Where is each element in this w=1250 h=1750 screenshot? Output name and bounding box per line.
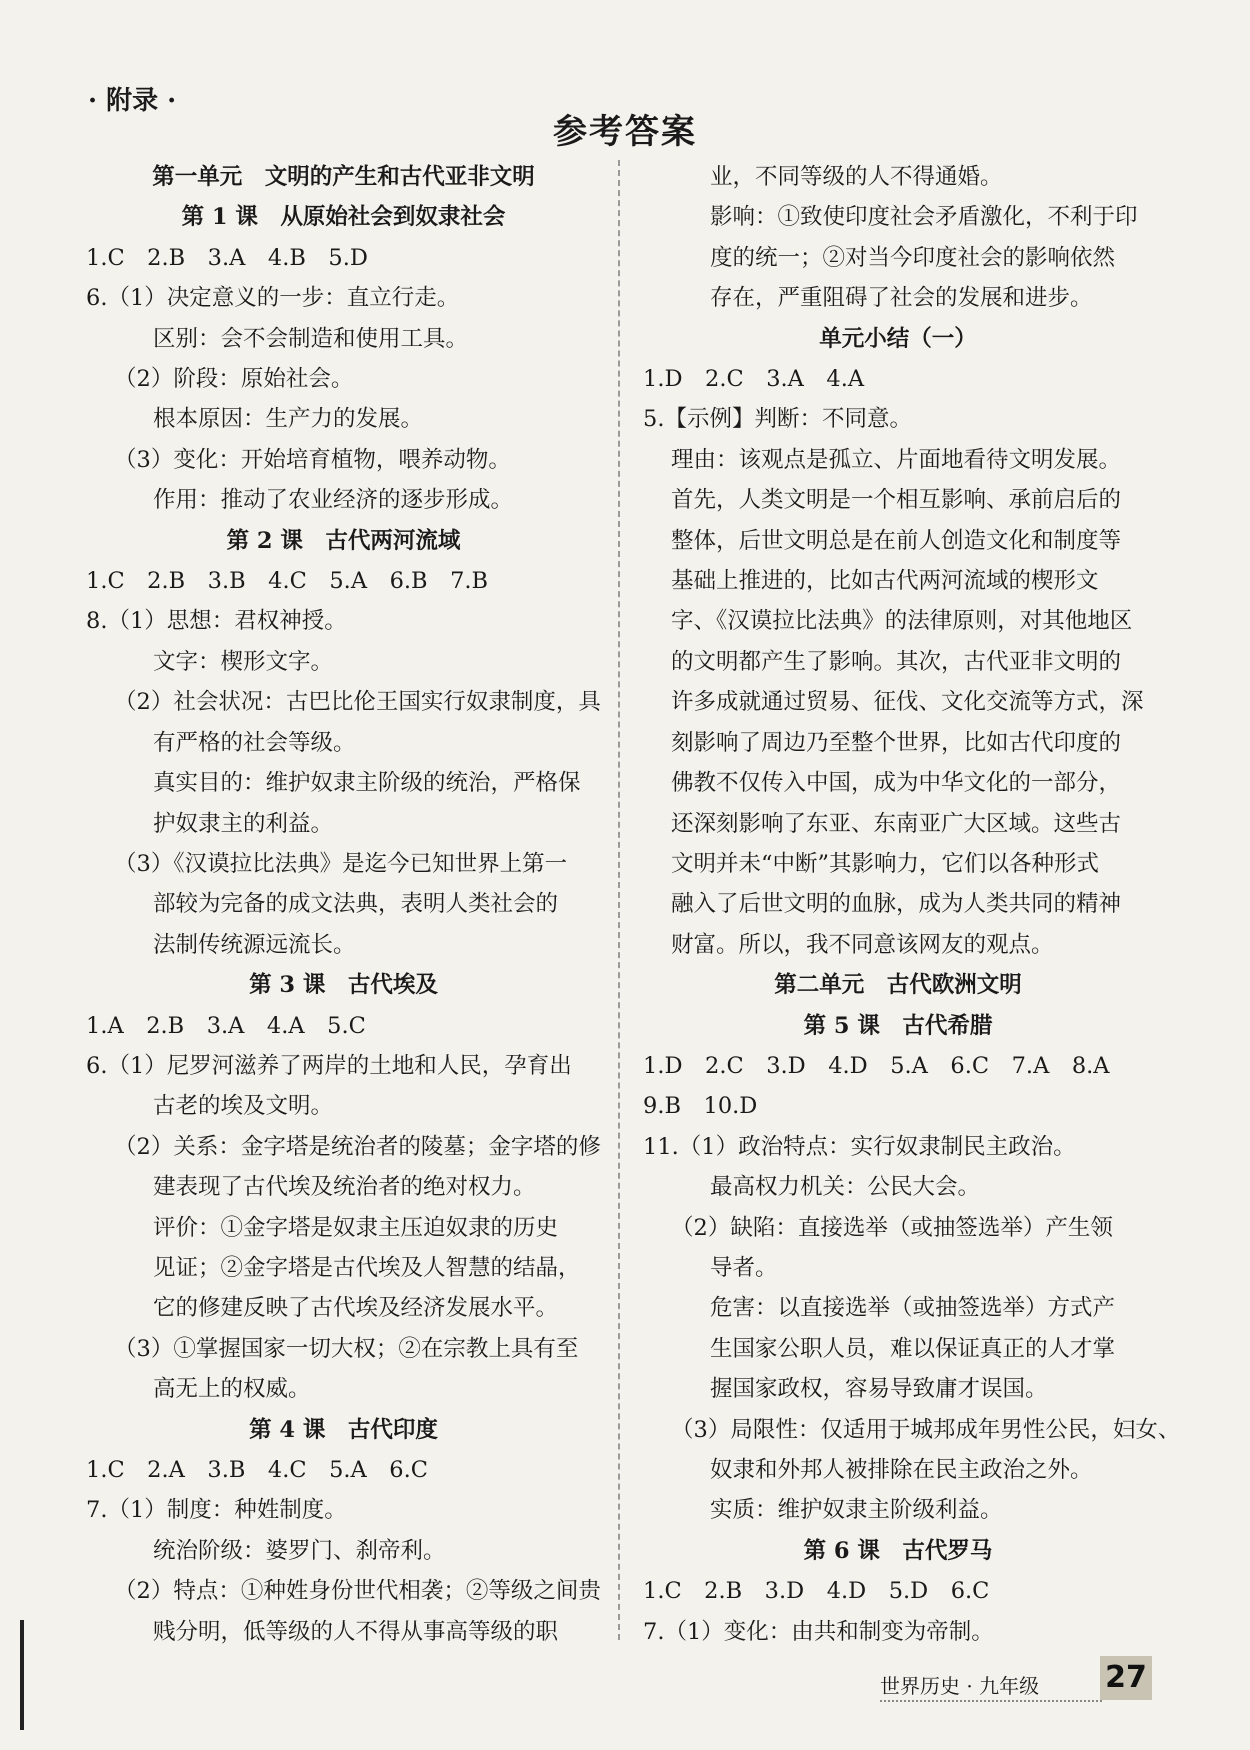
answer-line: 5.【示例】判断：不同意。 bbox=[643, 406, 912, 433]
answer-line: 财富。所以，我不同意该网友的观点。 bbox=[671, 931, 1054, 958]
answer-line: 文字：楔形文字。 bbox=[153, 648, 334, 675]
answer-line: 6.（1）决定意义的一步：直立行走。 bbox=[86, 285, 460, 312]
answer-line: 字、《汉谟拉比法典》的法律原则，对其他地区 bbox=[671, 608, 1133, 635]
answer-line: 高无上的权威。 bbox=[153, 1376, 311, 1403]
answer-line: 有严格的社会等级。 bbox=[153, 729, 356, 756]
section-heading: 第 1 课 从原始社会到奴隶社会 bbox=[181, 204, 506, 231]
answer-line: （3）《汉谟拉比法典》是迄今已知世界上第一 bbox=[114, 850, 568, 877]
answer-line: 6.（1）尼罗河滋养了两岸的土地和人民，孕育出 bbox=[86, 1052, 572, 1079]
answer-line: 7.（1）变化：由共和制变为帝制。 bbox=[643, 1618, 994, 1645]
answer-line: 部较为完备的成文法典，表明人类社会的 bbox=[153, 891, 559, 918]
answer-line: 危害：以直接选举（或抽签选举）方式产 bbox=[710, 1295, 1116, 1322]
answer-line: 理由：该观点是孤立、片面地看待文明发展。 bbox=[671, 446, 1122, 473]
answer-line: 握国家政权，容易导致庸才误国。 bbox=[710, 1376, 1048, 1403]
answer-line: 还深刻影响了东亚、东南亚广大区域。这些古 bbox=[671, 810, 1122, 837]
answer-line: 基础上推进的，比如古代两河流域的楔形文 bbox=[671, 568, 1099, 595]
answer-line: 影响：①致使印度社会矛盾激化，不利于印 bbox=[710, 204, 1138, 231]
answer-line: 的文明都产生了影响。其次，古代亚非文明的 bbox=[671, 648, 1122, 675]
answer-line: 区别：会不会制造和使用工具。 bbox=[153, 325, 469, 352]
answer-line: 法制传统源远流长。 bbox=[153, 931, 356, 958]
section-heading: 第二单元 古代欧洲文明 bbox=[774, 972, 1022, 999]
section-heading: 第 4 课 古代印度 bbox=[249, 1416, 438, 1443]
answer-line: 统治阶级：婆罗门、刹帝利。 bbox=[153, 1537, 446, 1564]
answer-line: 1.C 2.B 3.B 4.C 5.A 6.B 7.B bbox=[86, 568, 489, 595]
answer-line: 许多成就通过贸易、征伐、文化交流等方式，深 bbox=[671, 689, 1144, 716]
answer-line: 11.（1）政治特点：实行奴隶制民主政治。 bbox=[643, 1133, 1076, 1160]
answer-line: （2）关系：金字塔是统治者的陵墓；金字塔的修 bbox=[114, 1133, 601, 1160]
answer-line: 见证；②金字塔是古代埃及人智慧的结晶， bbox=[153, 1254, 581, 1281]
answer-line: 贱分明，低等级的人不得从事高等级的职 bbox=[153, 1618, 559, 1645]
answer-line: 建表现了古代埃及统治者的绝对权力。 bbox=[153, 1174, 536, 1201]
section-heading: 第 3 课 古代埃及 bbox=[249, 972, 438, 999]
appendix-tag: · 附录 · bbox=[88, 86, 177, 116]
answer-line: （3）变化：开始培育植物，喂养动物。 bbox=[114, 446, 511, 473]
right-column bbox=[643, 157, 1181, 1652]
answer-line: （3）局限性：仅适用于城邦成年男性公民，妇女、 bbox=[671, 1416, 1181, 1443]
answer-line: （2）缺陷：直接选举（或抽签选举）产生领 bbox=[671, 1214, 1113, 1241]
answer-line: 护奴隶主的利益。 bbox=[153, 810, 334, 837]
section-heading: 第 2 课 古代两河流域 bbox=[226, 527, 461, 554]
answer-line: 它的修建反映了古代埃及经济发展水平。 bbox=[153, 1295, 559, 1322]
answer-line: （2）特点：①种姓身份世代相袭；②等级之间贵 bbox=[114, 1578, 601, 1605]
section-heading: 第 6 课 古代罗马 bbox=[803, 1537, 993, 1564]
section-heading: 第 5 课 古代希腊 bbox=[803, 1012, 993, 1039]
left-column bbox=[86, 157, 601, 1652]
answer-line: 作用：推动了农业经济的逐步形成。 bbox=[153, 487, 514, 514]
footer-book-title: 世界历史 · 九年级 bbox=[880, 1674, 1040, 1698]
answer-line: 实质：维护奴隶主阶级利益。 bbox=[710, 1497, 1003, 1524]
answer-line: 1.D 2.C 3.A 4.A bbox=[643, 366, 865, 393]
answer-line: 1.D 2.C 3.D 4.D 5.A 6.C 7.A 8.A bbox=[643, 1052, 1110, 1079]
answer-line: 真实目的：维护奴隶主阶级的统治，严格保 bbox=[153, 770, 581, 797]
section-heading: 第一单元 文明的产生和古代亚非文明 bbox=[152, 164, 535, 190]
answer-line: 文明并未“中断”其影响力，它们以各种形式 bbox=[671, 850, 1100, 877]
answer-line: 奴隶和外邦人被排除在民主政治之外。 bbox=[710, 1457, 1093, 1483]
answer-line: 业，不同等级的人不得通婚。 bbox=[710, 164, 1003, 190]
answer-line: 7.（1）制度：种姓制度。 bbox=[86, 1497, 347, 1524]
answer-line: 评价：①金字塔是奴隶主压迫奴隶的历史 bbox=[153, 1214, 559, 1241]
answer-line: 融入了后世文明的血脉，成为人类共同的精神 bbox=[671, 891, 1122, 918]
answer-line: （2）社会状况：古巴比伦王国实行奴隶制度，具 bbox=[114, 689, 601, 716]
answer-line: 刻影响了周边乃至整个世界，比如古代印度的 bbox=[671, 729, 1122, 756]
answer-line: 8.（1）思想：君权神授。 bbox=[86, 608, 347, 635]
answer-line: 最高权力机关：公民大会。 bbox=[710, 1174, 981, 1201]
answer-line: 整体，后世文明总是在前人创造文化和制度等 bbox=[671, 527, 1122, 554]
answer-line: 1.A 2.B 3.A 4.A 5.C bbox=[86, 1012, 366, 1039]
answer-line: 生国家公职人员，难以保证真正的人才掌 bbox=[710, 1335, 1116, 1362]
answer-line: 1.C 2.B 3.D 4.D 5.D 6.C bbox=[643, 1578, 990, 1605]
answer-line: 佛教不仅传入中国，成为中华文化的一部分， bbox=[671, 770, 1122, 797]
answer-line: （3）①掌握国家一切大权；②在宗教上具有至 bbox=[114, 1335, 579, 1362]
answer-line: 1.C 2.A 3.B 4.C 5.A 6.C bbox=[86, 1457, 428, 1483]
column-divider bbox=[618, 160, 620, 1640]
answer-line: 首先，人类文明是一个相互影响、承前启后的 bbox=[671, 487, 1122, 514]
answer-line: 根本原因：生产力的发展。 bbox=[153, 406, 424, 433]
page-number: 27 bbox=[1100, 1656, 1152, 1700]
answer-line: 1.C 2.B 3.A 4.B 5.D bbox=[86, 244, 368, 271]
section-heading: 单元小结（一） bbox=[819, 325, 977, 352]
answer-line: （2）阶段：原始社会。 bbox=[114, 366, 354, 393]
answer-line: 度的统一；②对当今印度社会的影响依然 bbox=[710, 244, 1116, 271]
answer-line: 9.B 10.D bbox=[643, 1093, 758, 1120]
answer-line: 古老的埃及文明。 bbox=[153, 1093, 334, 1120]
footer-rule bbox=[880, 1700, 1102, 1702]
answer-line: 存在，严重阻碍了社会的发展和进步。 bbox=[710, 285, 1093, 312]
page-title: 参考答案 bbox=[553, 112, 697, 152]
answer-line: 导者。 bbox=[710, 1254, 778, 1281]
edge-mark bbox=[20, 1620, 24, 1730]
